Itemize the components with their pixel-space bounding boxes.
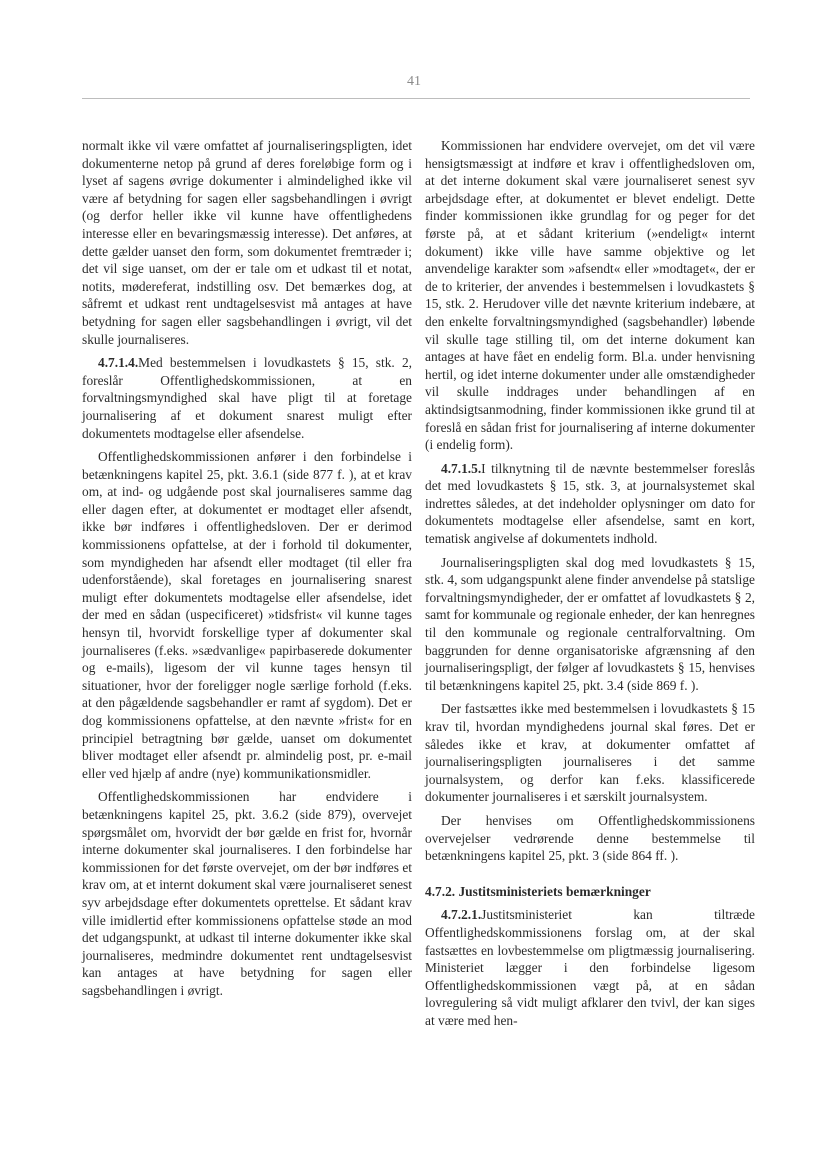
paragraph: normalt ikke vil være omfattet af journaliseringspligten, idet dokumenterne netop på grund af deres foreløbige form og i lyset af sagens øvrige dokumenter i almindelighed ikke vil være af betydning for sagen eller sagsbehandlingen i øvrigt (og derfor heller ikke vil kunne have offentlighedens interesse eller en bevaringsmæssig interesse). Det anføres, at dette gælder uanset den form, som dokumentet fremtræder i; det vil sige uanset, om der er tale om et udkast til et notat, notits, mødereferat, indstilling osv. Det bemærkes dog, at såfremt et udkast rent undtagelsesvist må antages at have betydning for sagen eller sagsbehandlingen i øvrigt, vil det skulle journaliseres. [82, 138, 412, 347]
paragraph: Der fastsættes ikke med bestemmelsen i lovudkastets § 15 krav til, hvordan myndighedens journal skal føres. Det er således ikke et krav, at dokumenter omfattet af journaliseringspligten journaliseres i det samme journalsystem, og derfor kan f.eks. klassificerede dokumenter journaliseres i et særskilt journalsystem. [425, 701, 755, 805]
paragraph [82, 354, 412, 442]
right-column [425, 137, 755, 1036]
left-column [82, 137, 412, 1006]
section-number: 4.7.1.4. [98, 355, 139, 371]
paragraph [425, 906, 755, 1029]
paragraph: Offentlighedskommissionen har endvidere i betænkningens kapitel 25, pkt. 3.6.2 (side 879), overvejet spørgsmålet om, hvorvidt der bør gælde en frist for, hvornår interne dokumenter skal journaliseres. I den forbindelse har kommissionen for det første overvejet, om der bør indføres et krav om, at et internt dokument skal være journaliseret senest syv arbejdsdage efter dokumentets oprettelse. Et sådant krav ville imidlertid efter kommissionens opfattelse støde an mod det udgangspunkt, at udkast til interne dokumenter ikke skal journaliseres, medmindre dokumentet rent undtagelsesvist kan antages at have betydning for sagen eller sagsbehandlingen i øvrigt. [82, 789, 412, 998]
paragraph: Journaliseringspligten skal dog med lovudkastets § 15, stk. 4, som udgangspunkt alene finder anvendelse på statslige forvaltningsmyndigheder, der er omfattet af lovudkastets § 2, samt for kommunale og regionale enheder, der kan henregnes til den kommunale og regionale centralforvaltning. Om baggrunden for denne organisatoriske afgrænsning af den journaliseringspligt, der følger af lovudkastets § 15, henvises til betænkningens kapitel 25, pkt. 3.4 (side 869 f. ). [425, 554, 756, 693]
paragraph-text: I tilknytning til de nævnte bestemmelser foreslås det med lovudkastets § 15, stk. 3, at journalsystemet skal indrettes således, at det indeholder oplysninger om dato for dokumentets modtagelse eller afsendelse, samt en kort, tematisk angivelse af dokumentets indhold. [425, 460, 755, 547]
paragraph-text: Med bestemmelsen i lovudkastets § 15, stk. 2, foreslår Offentlighedskommissionen, at en forvaltningsmyndighed skal have pligt til at foretage journalisering af et dokument snarest muligt efter dokumentets modtagelse eller afsendelse. [82, 355, 412, 441]
section-heading: 4.7.2. Justitsministeriets bemærkninger [425, 883, 651, 899]
paragraph: Kommissionen har endvidere overvejet, om det vil være hensigtsmæssigt at indføre et krav i offentlighedsloven om, at det interne dokument skal være journaliseret senest syv arbejdsdage efter, at dokumentet er blevet endeligt. Dette finder kommissionen ikke grundlag for og peger for det første på, at et sådant kriterium (»endeligt« internt dokument) ikke ville have samme objektive og let anvendelige karakter som »afsendt« eller »modtaget«, der er de to kriterier, der anvendes i bestemmelsen i lovudkastets § 15, stk. 2. Herudover ville det nævnte kriterium indebære, at den enkelte forvaltningsmyndighed (sagsbehandler) løbende vil skulle tage stilling til, om det interne dokument kan antages at have fået en endelig form. Bl.a. under henvisning hertil, og idet interne dokumenter under alle omstændigheder vil skulle inddrages under behandlingen af en aktindsigtsanmodning, finder kommissionen ikke grund til at foreslå en sådan frist for journalisering af interne dokumenter (i endelig form). [425, 138, 755, 453]
paragraph: Der henvises om Offentlighedskommissionens overvejelser vedrørende denne bestemmelse til betænkningens kapitel 25, pkt. 3 (side 864 ff. ). [425, 812, 755, 864]
header-rule [82, 98, 750, 99]
section-number: 4.7.2.1. [441, 907, 482, 923]
section-number: 4.7.1.5. [441, 460, 482, 476]
paragraph-text: Justitsministeriet kan tiltræde Offentlighedskommissionens forslag om, at der skal fastsættes en lovbestemmelse om pligtmæssig journalisering. Ministeriet lægger i den forbindelse ligesom Offentlighedskommissionen vægt på, at en sådan lovregulering så vidt muligt afklarer den tvivl, der kan siges at være med hen- [425, 907, 755, 1028]
page-number: 41 [407, 74, 421, 89]
paragraph: Offentlighedskommissionen anfører i den forbindelse i betænkningens kapitel 25, pkt. 3.6.1 (side 877 f. ), at et krav om, at ind- og udgående post skal journaliseres samme dag eller dagen efter, at dokumentet er modtaget eller afsendt, ikke bør indføres i offentlighedsloven. Der er derimod kommissionens opfattelse, at der i forhold til dokumenter, som myndigheden har afsendt eller modtaget (til eller fra udenforstående), skal foretages en journalisering snarest muligt efter dokumentets modtagelse eller afsendelse, idet der med en sådan (uspecificeret) »tidsfrist« vil kunne tages hensyn til, hvorvidt forskellige typer af dokumenter skal journaliseres (f.eks. »sædvanlige« papirbaserede dokumenter og e-mails), ligesom der vil kunne tages hensyn til situationer, hvor der foreligger nogle særlige forhold (f.eks. at den pågældende sagsbehandler er ramt af sygdom). Det er dog kommissionens opfattelse, at den nævnte »frist« for en principiel betragtning bør gælde, uanset om dokumentet bliver modtaget eller afsendt pr. almindelig post, pr. e-mail eller ved hjælp af andre (nye) kommunikationsmidler. [82, 449, 412, 781]
paragraph [425, 460, 755, 548]
